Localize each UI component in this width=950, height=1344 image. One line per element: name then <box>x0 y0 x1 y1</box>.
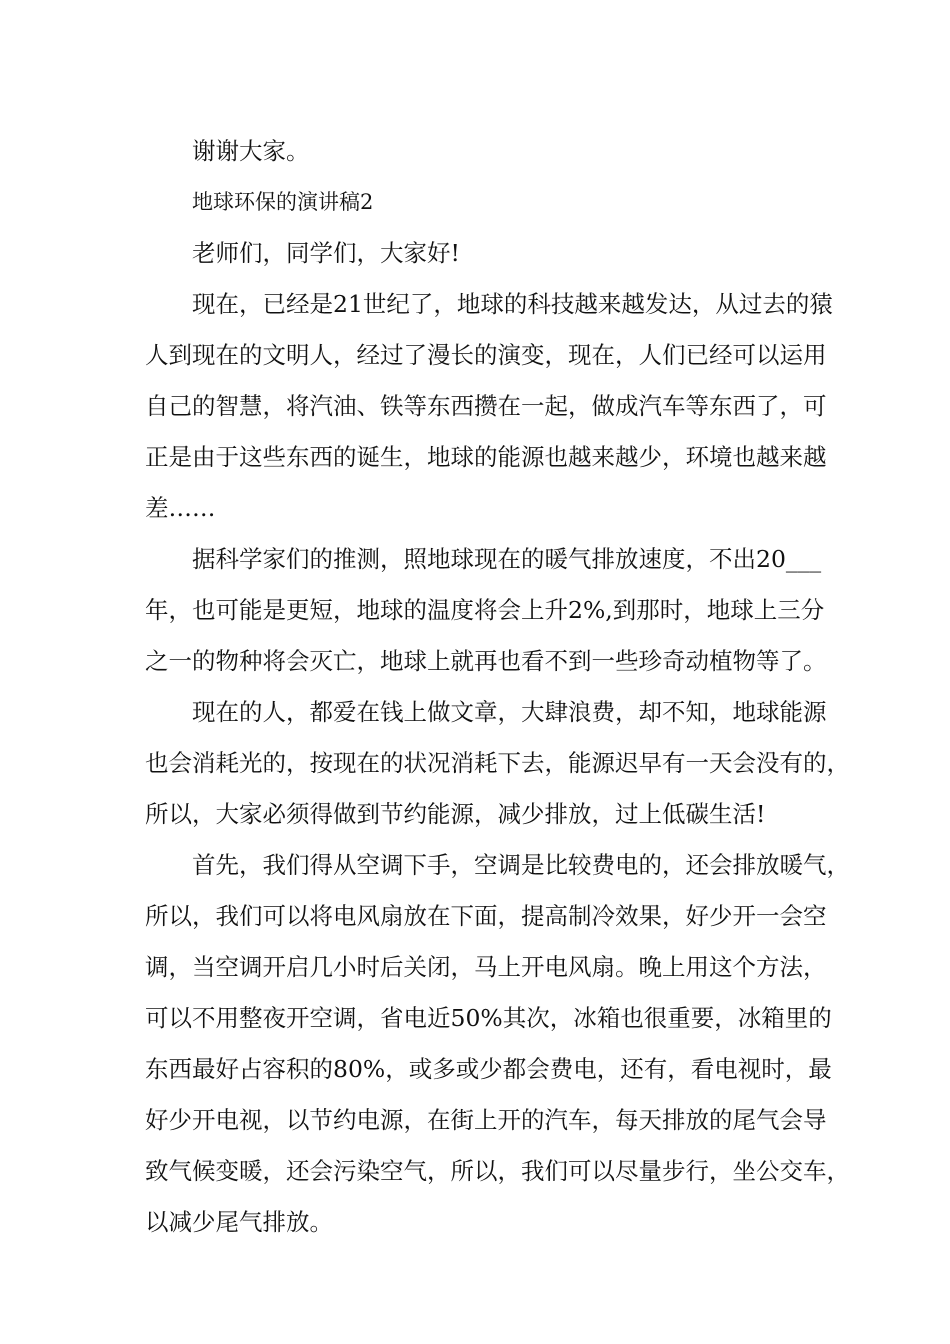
text-line: 现在，已经是21世纪了，地球的科技越来越发达，从过去的猿 <box>192 290 833 318</box>
text-line: 谢谢大家。 <box>192 137 310 165</box>
text-line: 致气候变暖，还会污染空气，所以，我们可以尽量步行，坐公交车， <box>145 1157 850 1185</box>
text-line: 以减少尾气排放。 <box>145 1208 333 1236</box>
text-line: 据科学家们的推测，照地球现在的暖气排放速度，不出20___ <box>192 545 822 573</box>
text-line: 所以，大家必须得做到节约能源，减少排放，过上低碳生活! <box>145 800 766 828</box>
text-line: 年，也可能是更短，地球的温度将会上升2%,到那时，地球上三分 <box>145 596 825 624</box>
text-line: 差…… <box>145 494 216 522</box>
speech-title: 地球环保的演讲稿2 <box>192 190 374 214</box>
text-line: 可以不用整夜开空调，省电近50%其次，冰箱也很重要，冰箱里的 <box>145 1004 832 1032</box>
text-line: 正是由于这些东西的诞生，地球的能源也越来越少，环境也越来越 <box>145 443 827 471</box>
text-line: 首先，我们得从空调下手，空调是比较费电的，还会排放暖气， <box>192 851 850 879</box>
text-line: 也会消耗光的，按现在的状况消耗下去，能源迟早有一天会没有的， <box>145 749 850 777</box>
text-line: 所以，我们可以将电风扇放在下面，提高制冷效果，好少开一会空 <box>145 902 827 930</box>
text-line: 好少开电视，以节约电源，在街上开的汽车，每天排放的尾气会导 <box>145 1106 827 1134</box>
text-line: 人到现在的文明人，经过了漫长的演变，现在，人们已经可以运用 <box>145 341 827 369</box>
text-line: 自己的智慧，将汽油、铁等东西攒在一起，做成汽车等东西了，可 <box>145 392 827 420</box>
text-line: 调，当空调开启几小时后关闭，马上开电风扇。晚上用这个方法， <box>145 953 827 981</box>
text-line: 老师们，同学们，大家好! <box>192 239 460 267</box>
text-line: 现在的人，都爱在钱上做文章，大肆浪费，却不知，地球能源 <box>192 698 827 726</box>
text-line: 东西最好占容积的80%，或多或少都会费电，还有，看电视时，最 <box>145 1055 832 1083</box>
speech-text-body <box>145 126 850 1248</box>
text-line: 之一的物种将会灭亡，地球上就再也看不到一些珍奇动植物等了。 <box>145 647 827 675</box>
